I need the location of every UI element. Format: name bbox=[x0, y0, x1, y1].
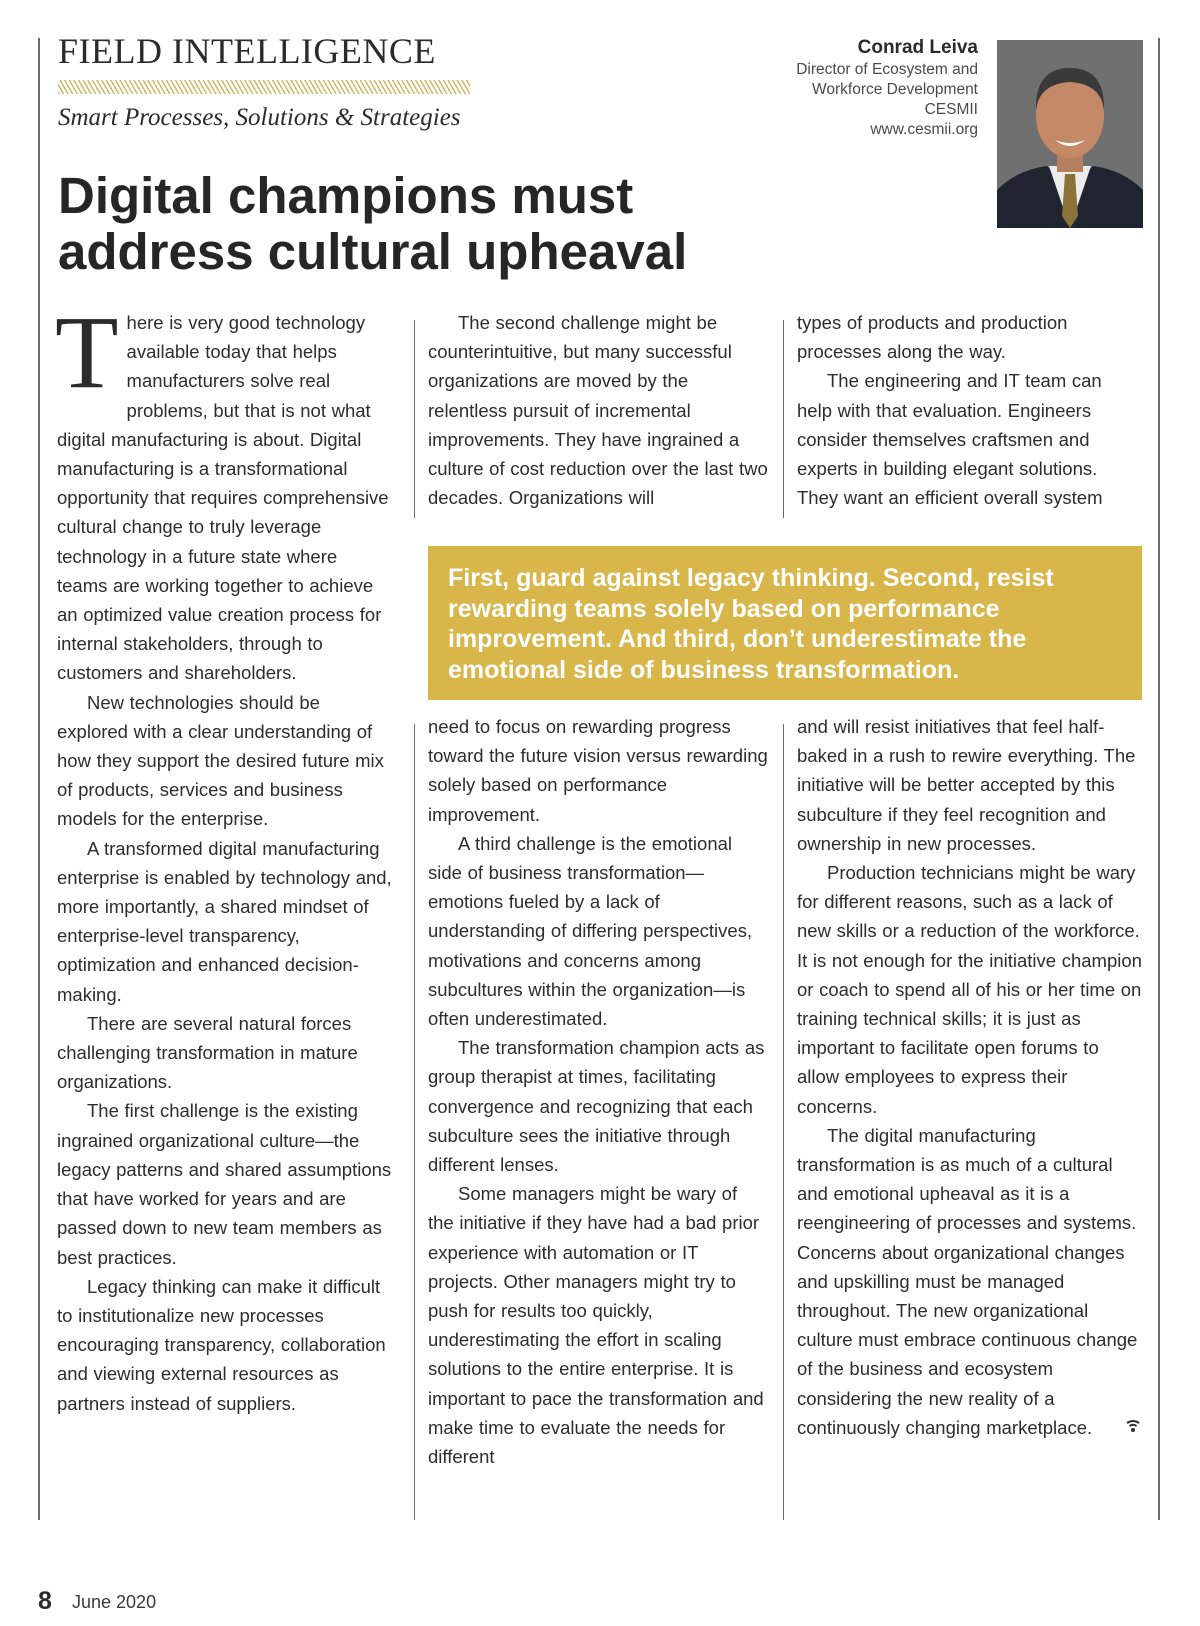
paragraph: A transformed digital manufacturing enterprise is enabled by technology and, more importantly, a shared mindset of enterprise-level transparency, optimization and enhanced decision-making. bbox=[57, 837, 392, 1005]
paragraph: Production technicians might be wary for different reasons, such as a lack of new skills or a reduction of the workforce. It is not enough for the initiative champion or coach to spend all of his or her time on training technical skills; it is just as important to facilitate open forums to allow employees to express their concerns. bbox=[797, 862, 1142, 1117]
section-tagline: Smart Processes, Solutions & Strategies bbox=[58, 104, 461, 131]
column-1 bbox=[55, 295, 392, 1418]
paragraph bbox=[797, 1121, 1142, 1442]
decorative-hatch-rule bbox=[58, 80, 470, 94]
paragraph: types of products and production processes along the way. bbox=[797, 312, 1068, 363]
paragraph: The transformation champion acts as group therapist at times, facilitating convergence and recognizing that each subculture sees the initiative through different lenses. bbox=[428, 1037, 765, 1176]
closing-paragraph-text: The digital manufacturing transformation is as much of a cultural and emotional upheaval as it is a reengineering of processes and systems. Concerns about organizational changes and upskilling must be managed throughout. The new organizational culture must embrace continuous change of the business and ecosystem considering the new reality of a continuously changing marketplace. bbox=[797, 1124, 1138, 1438]
paragraph: There are several natural forces challenging transformation in mature organizations. bbox=[57, 1012, 358, 1093]
paragraph: New technologies should be explored with a clear understanding of how they support the desired future mix of products, services and business models for the enterprise. bbox=[57, 691, 384, 830]
paragraph: The second challenge might be counterintuitive, but many successful organizations are moved by the relentless pursuit of incremental improvements. They have ingrained a culture of cost reduction over the last two decades. Organizations will bbox=[428, 312, 768, 509]
author-website: www.cesmii.org bbox=[870, 121, 978, 138]
paragraph: and will resist initiatives that feel half-baked in a rush to rewire everything. The initiative will be better accepted by this subculture if they feel recognition and ownership in new processes. bbox=[797, 716, 1136, 854]
column-divider-4 bbox=[783, 724, 784, 1520]
author-role-line2: Workforce Development bbox=[812, 81, 978, 98]
paragraph: Some managers might be wary of the initiative if they have had a bad prior experience with automation or IT projects. Other managers might try to push for results too quickly, underestimating the effort in scaling solutions to the entire enterprise. It is important to pace the transformation and make time to evaluate the needs for different bbox=[428, 1183, 764, 1468]
paragraph: A third challenge is the emotional side of business transformation—emotions fueled by a lack of understanding of differing perspectives, motivations and concerns among subcultures within the organization—is often underestimated. bbox=[428, 832, 753, 1030]
column-2-bottom bbox=[428, 712, 768, 1471]
author-organization: CESMII bbox=[924, 101, 978, 118]
right-margin-rule bbox=[1158, 38, 1160, 1520]
author-name: Conrad Leiva bbox=[857, 37, 978, 58]
column-3-top bbox=[797, 308, 1142, 512]
pull-quote-text: First, guard against legacy thinking. Second, resist rewarding teams solely based on performance improvement. And third, don’t underestimate the emotional side of business transformation. bbox=[448, 564, 1054, 684]
article-headline: Digital champions must address cultural upheaval bbox=[58, 167, 688, 280]
paragraph: The first challenge is the existing ingrained organizational culture—the legacy patterns and shared assumptions that have worked for years and are passed down to new team members as best practices. bbox=[57, 1100, 392, 1268]
author-role-line1: Director of Ecosystem and bbox=[796, 61, 978, 78]
column-2-top bbox=[428, 308, 768, 512]
author-block bbox=[796, 36, 978, 140]
column-divider-1 bbox=[414, 320, 415, 518]
paragraph: The engineering and IT team can help with that evaluation. Engineers consider themselves craftsmen and experts in building elegant solutions. They want an efficient overall system bbox=[797, 370, 1103, 509]
drop-cap: T bbox=[55, 295, 119, 410]
column-divider-2 bbox=[783, 320, 784, 518]
section-title: FIELD INTELLIGENCE bbox=[58, 31, 436, 71]
author-photo bbox=[997, 40, 1143, 228]
column-3-bottom bbox=[797, 712, 1142, 1442]
page-number: 8 bbox=[38, 1587, 52, 1615]
paragraph-1-text: here is very good technology available today that helps manufacturers solve real problems, but that is not what digital manufacturing is about. Digital manufacturing is a transformational opportunity that requires comprehensive cultural change to truly leverage technology in a future state where teams are working together to achieve an optimized value creation process for internal stakeholders, through to customers and shareholders. bbox=[57, 312, 389, 684]
column-divider-3 bbox=[414, 724, 415, 1520]
pull-quote bbox=[428, 546, 1142, 700]
paragraph: Legacy thinking can make it difficult to institutionalize new processes encouraging transparency, collaboration and viewing external resources as partners instead of suppliers. bbox=[57, 1275, 386, 1414]
paragraph-1 bbox=[55, 295, 392, 688]
end-mark-icon bbox=[1096, 1413, 1140, 1442]
issue-date: June 2020 bbox=[72, 1592, 157, 1612]
left-margin-rule bbox=[38, 38, 40, 1520]
paragraph: need to focus on rewarding progress toward the future vision versus rewarding solely based on performance improvement. bbox=[428, 716, 768, 825]
